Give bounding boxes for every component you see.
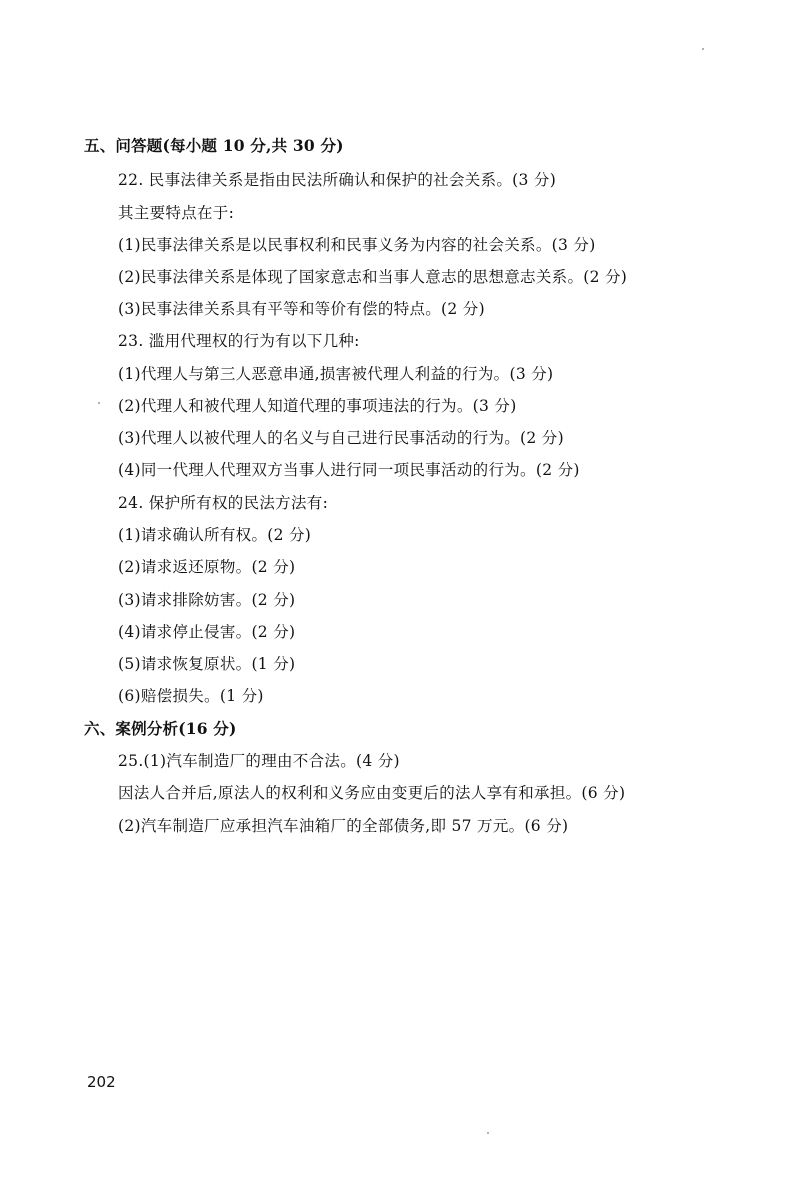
answer-line: (1)民事法律关系是以民事权利和民事义务为内容的社会关系。(3 分) bbox=[118, 236, 596, 254]
answer-line: (2)民事法律关系是体现了国家意志和当事人意志的思想意志关系。(2 分) bbox=[118, 268, 628, 286]
answer-line: (1)请求确认所有权。(2 分) bbox=[118, 526, 312, 544]
answer-line: (2)代理人和被代理人知道代理的事项违法的行为。(3 分) bbox=[118, 397, 517, 415]
answer-line: (3)请求排除妨害。(2 分) bbox=[118, 591, 296, 609]
answer-line: 其主要特点在于: bbox=[118, 204, 235, 222]
answer-line: (2)汽车制造厂应承担汽车油箱厂的全部债务,即 57 万元。(6 分) bbox=[118, 817, 569, 835]
answer-line: 25.(1)汽车制造厂的理由不合法。(4 分) bbox=[118, 752, 400, 770]
answer-line: (4)请求停止侵害。(2 分) bbox=[118, 623, 296, 641]
answer-line: (5)请求恢复原状。(1 分) bbox=[118, 655, 296, 673]
section-heading-q-and-a: 五、问答题(每小题 10 分,共 30 分) bbox=[84, 136, 344, 155]
scan-speck bbox=[702, 48, 704, 50]
answer-line: (3)民事法律关系具有平等和等价有偿的特点。(2 分) bbox=[118, 300, 485, 318]
answer-line: 因法人合并后,原法人的权利和义务应由变更后的法人享有和承担。(6 分) bbox=[118, 784, 626, 802]
answer-line: (6)赔偿损失。(1 分) bbox=[118, 687, 264, 705]
answer-line: (2)请求返还原物。(2 分) bbox=[118, 558, 296, 576]
answer-line: (1)代理人与第三人恶意串通,损害被代理人利益的行为。(3 分) bbox=[118, 365, 554, 383]
answer-line: 22. 民事法律关系是指由民法所确认和保护的社会关系。(3 分) bbox=[118, 171, 557, 189]
answer-line: (4)同一代理人代理双方当事人进行同一项民事活动的行为。(2 分) bbox=[118, 461, 580, 479]
answer-line: (3)代理人以被代理人的名义与自己进行民事活动的行为。(2 分) bbox=[118, 429, 564, 447]
scan-speck bbox=[487, 1132, 489, 1134]
answer-line: 23. 滥用代理权的行为有以下几种: bbox=[118, 332, 360, 350]
section-heading-case-analysis: 六、案例分析(16 分) bbox=[84, 719, 237, 738]
page-number: 202 bbox=[87, 1073, 116, 1091]
scan-speck bbox=[98, 402, 100, 404]
answer-line: 24. 保护所有权的民法方法有: bbox=[118, 494, 329, 512]
